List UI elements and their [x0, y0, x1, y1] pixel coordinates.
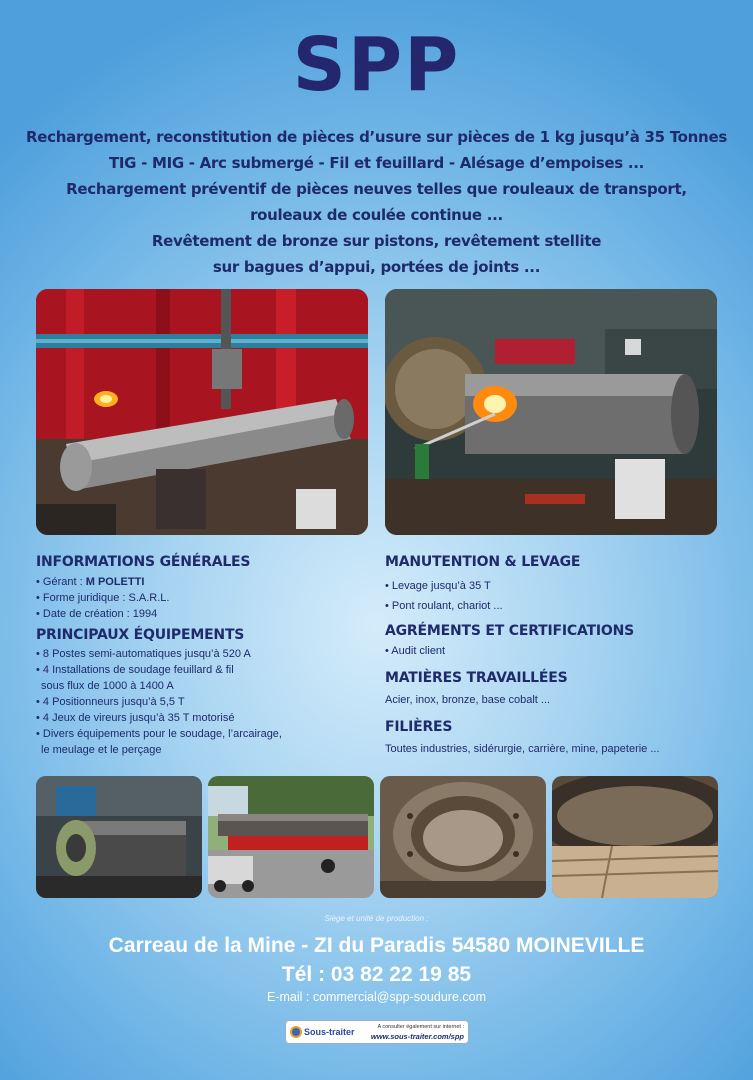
footer-label: Siège et unité de production : — [324, 914, 429, 923]
sous-traiter-badge[interactable] — [285, 1020, 469, 1044]
manut-item: • Pont roulant, chariot ... — [385, 600, 503, 612]
equip-item: • 4 Jeux de vireurs jusqu’à 35 T motorisé — [36, 712, 235, 724]
mat-title: MATIÈRES TRAVAILLÉES — [385, 670, 568, 686]
equip-title: PRINCIPAUX ÉQUIPEMENTS — [36, 627, 245, 643]
equip-item: • 4 Installations de soudage feuillard & fil — [36, 664, 234, 676]
gerant-value: M POLETTI — [85, 576, 145, 588]
forme-item: • Forme juridique : S.A.R.L. — [36, 592, 170, 604]
sous-traiter-icon — [290, 1026, 302, 1038]
equip-item: • 8 Postes semi-automatiques jusqu’à 520 A — [36, 648, 251, 660]
badge-text — [360, 1023, 464, 1041]
intro-line: Rechargement préventif de pièces neuves telles que rouleaux de transport, — [66, 180, 687, 198]
manut-item: • Levage jusqu’à 35 T — [385, 580, 491, 592]
badge-url[interactable]: www.sous-traiter.com/spp — [370, 1032, 464, 1041]
info-title: INFORMATIONS GÉNÉRALES — [36, 554, 251, 570]
address: Carreau de la Mine - ZI du Paradis 54580 MOINEVILLE — [108, 934, 645, 957]
gerant-label: • Gérant : — [36, 576, 86, 588]
equip-item: sous flux de 1000 à 1400 A — [41, 680, 174, 692]
manut-title: MANUTENTION & LEVAGE — [385, 554, 581, 570]
gerant-item — [36, 574, 366, 590]
photo-roll-machining — [36, 776, 202, 898]
intro-line: sur bagues d’appui, portées de joints ... — [212, 258, 541, 276]
creation-item: • Date de création : 1994 — [36, 608, 158, 620]
photo-large-ring — [552, 776, 718, 898]
agr-title: AGRÉMENTS ET CERTIFICATIONS — [385, 623, 634, 639]
intro-line: Revêtement de bronze sur pistons, revêtement stellite — [151, 232, 602, 250]
badge-line1: A consulter également sur internet : — [377, 1024, 464, 1030]
photo-bore-ring — [380, 776, 546, 898]
photo-roll-welding — [36, 289, 368, 535]
intro-line: Rechargement, reconstitution de pièces d’usure sur pièces de 1 kg jusqu’à 35 Tonnes — [26, 128, 727, 146]
phone: Tél : 03 82 22 19 85 — [281, 963, 472, 986]
mat-text: Acier, inox, bronze, base cobalt ... — [385, 694, 551, 706]
equip-item: • Divers équipements pour le soudage, l’arcairage, — [36, 728, 282, 740]
fil-text: Toutes industries, sidérurgie, carrière, mine, papeterie ... — [385, 743, 660, 755]
brand-logo: SPP — [292, 22, 461, 108]
photo-gear-shaft — [385, 289, 717, 535]
equip-item: le meulage et le perçage — [41, 744, 162, 756]
fil-title: FILIÈRES — [385, 719, 453, 735]
equip-item: • 4 Positionneurs jusqu’à 5,5 T — [36, 696, 185, 708]
left-column — [36, 554, 366, 758]
photo-truck-transport — [208, 776, 374, 898]
sous-traiter-logo — [290, 1026, 360, 1038]
right-column — [385, 554, 725, 757]
intro-line: TIG - MIG - Arc submergé - Fil et feuillard - Alésage d’empoises ... — [108, 154, 645, 172]
intro-line: rouleaux de coulée continue ... — [250, 206, 503, 224]
intro-text — [0, 124, 753, 280]
agr-item: • Audit client — [385, 645, 446, 657]
sous-traiter-name: Sous-traiter — [304, 1027, 355, 1037]
email-link[interactable]: E-mail : commercial@spp-soudure.com — [266, 990, 486, 1004]
